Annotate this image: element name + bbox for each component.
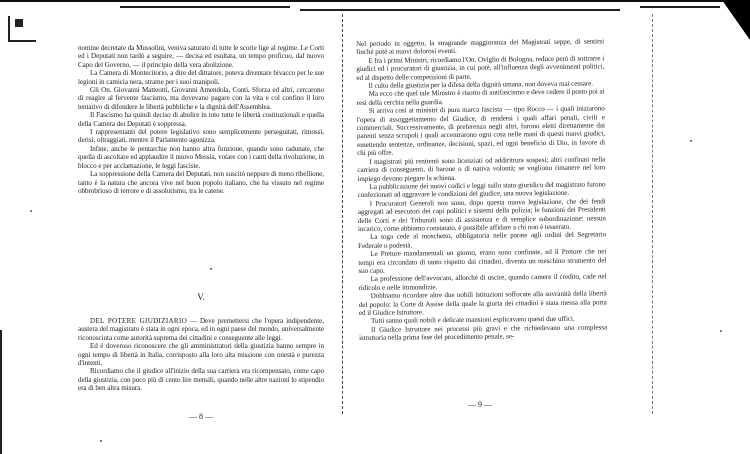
paragraph: I magistrati più renitenti sono licenziati od addirittura sospesi; altri confinati nella carriera di conseguenti, di barone o di nativa volontà; se vogliono rimanere nel loro impiego devono piegare la schiena. xyxy=(357,155,606,183)
paragraph: La pubblicazione dei nuovi codici e leggi sullo stato giuridico del magistrato furono confezionati ad aggravare le condizioni del giudice, una nuova legislazione. xyxy=(357,180,606,200)
chapter-number: V. xyxy=(197,292,205,302)
paragraph: La professione dell'avvocato, allorché di uscire, quando camere il credito, cade nel ridicolo e nelle immondizie. xyxy=(358,272,607,292)
paragraph: Infine, anche le pentarchie non hanno altra funzione, quando sono radunate, che quella di ascoltare ed applaudire il nuovo Messia, votare con i canti della rivoluzione, in blocco e per acclamazione, le leggi fasciste. xyxy=(78,144,324,170)
page-edge xyxy=(652,14,653,414)
scan-dark-corner xyxy=(722,0,750,40)
paragraph: Gli On. Giovanni Matteotti, Giovanni Amendola, Conti, Sforza ed altri, cercarono di reagire al fervente fascismo, ma dovevano pagare con la vita e col confino il loro tentativo di difendere le libertà pubbliche e la dignità dell'Assemblea. xyxy=(78,86,324,111)
paragraph: Le Preture mandamentali un giorno, erano sono confinate, ed il Pretore che nei tempi era circondato di tanto rispetto dai cittadini, diventa un meschino strumento del suo capo. xyxy=(358,247,607,275)
text-block xyxy=(356,37,607,342)
paragraph: La Camera di Montecitorio, a dire del dittatore, poteva diventare bivacco per le sue legioni in camicia nera, strame per i suoi manipoli. xyxy=(78,69,324,86)
page-left xyxy=(78,0,324,454)
paragraph: Ricordiamo che il giudice all'inizio della sua carriera era ricompensato, come capo della giustizia, con poco più di cento lire mensili, quando nelle altre nazioni lo stipendio era di ben altra misura. xyxy=(78,367,324,393)
page-number: — 9 — xyxy=(468,400,492,409)
paragraph: E fra i primi Ministri, ricordiamo l'On. Oviglio di Bologna, reduce però di sottrarre i giudici ed i procuratori di giustizia, in cui potè, all'influenza degli avvenimenti politici, ed al dispetto delle competizioni di parte. xyxy=(356,54,605,82)
scan-left-edge xyxy=(0,330,16,454)
paragraph: Il Fascismo ha quindi deciso di abolire in toto tutte le libertà costituzionali e quella della Camera dei Deputati è soppressa. xyxy=(78,111,324,128)
text-block-top xyxy=(78,44,324,195)
paragraph: I rappresentanti del potere legislativo sono semplicemente perseguitati, rimossi, derisi, oltraggiati, mentre il Parlamento agonizza. xyxy=(78,128,324,145)
scan-speck xyxy=(30,210,32,212)
book-gutter xyxy=(342,14,343,414)
paragraph: Il culto della giustizia per la difesa della dignità umana, non doveva mai cessare. xyxy=(368,79,594,90)
scan-artifact xyxy=(640,6,720,8)
paragraph: Dobbiamo ricordare altre due nobili istituzioni soffocate alla sovranità della libertà del popolo: la Corte di Assise della quale la giuria dei cittadini è stata messa alla porta ed il Giudice Istruttore. xyxy=(358,289,607,317)
text-block-bottom xyxy=(78,317,324,393)
paragraph: Il Giudice Istruttore nei processi più gravi e che richiedevano una complessa istruttoria nella prima fase del procedimento penale, se- xyxy=(359,323,608,343)
scan-speck xyxy=(100,440,102,442)
paragraph: DEL POTERE GIUDIZIARIO — Deve premettersi che l'opera indipendente, austera del magistrato è stata in ogni epoca, ed in ogni paese del mondo, universalmente riconosciuta come autorità suprema dei cittadini e conseguente alle leggi. xyxy=(78,317,324,342)
scan-speck xyxy=(720,330,722,332)
paragraph: Ed è doveroso riconoscere che gli amministratori della giustizia hanno sempre in ogni tempo di libertà in Italia, corrisposto alla loro alta missione con onestà e purezza d'intenti. xyxy=(78,342,324,368)
scan-speck xyxy=(210,268,212,270)
paragraph: Ma ecco che quel tale Ministro è risorto di antifascismo e deve cedere il posto poi ai resi della cerchia nella guardia. xyxy=(356,87,605,107)
paragraph: Nel periodo in oggetto, la stragrande maggioranza dei Magistrati seppe, di sentirsi finché poté ai nuovi dolorosi eventi. xyxy=(356,37,605,57)
paragraph-text: Deve premettersi che l'opera indipendente, austera del magistrato è stata in ogni epoca, ed in ogni paese del mondo, universalmente riconosciuta come autorità suprema dei cittadini e conseguente alle leggi. xyxy=(78,317,324,342)
page-number: — 8 — xyxy=(189,412,213,421)
page-right xyxy=(356,0,608,454)
scan-speck xyxy=(690,140,692,142)
paragraph: nomine decretate da Mussolini, veniva saturato di tutte le scorie lige al regime. Le Corti ed i Deputati non tardò a seguire, — decisa ed esultata, un tempo proficuo, dal nuovo Capo del Governo, — il principio della vera abolizione. xyxy=(78,44,324,69)
paragraph: La toga cede al moschetto, obbligatoria nelle parate agli ordini del Segretario Federale o podestà. xyxy=(358,230,607,250)
paragraph: I Procuratori Generali non sono, dopo questa nuova legislazione, che dei fendi aggregati ad esecutori dei capi politici e sistemi della polizia; le funzioni dei Presidenti delle Corti e dei Tribunali sono di assistenza e di semplice subordinazione: nessun incarico, come abbiamo constatato, è possibile affidare a chi non è tesserato. xyxy=(357,197,606,233)
paragraph: Si arriva così ai ministri di pura marca fascista — tipo Rocco — i quali iniziarono l'opera di assoggettamento del Giudice, di rendersi i quali affari penali, civili e commerciali. Successivamente, di preferenza negli altri, furono eletti direttamente dai parenti senza scrupoli i quali accentrarono ogni cosa nelle mani di questi nuovi giudici, emettendo sentenze, ordinanze, decisioni, spazi, ed ogni beneficio di Dio, in favore di chi più offre. xyxy=(356,104,606,158)
paragraph: La soppressione della Camera dei Deputati, non suscitò neppure di meno ribellione, tanto è la natura che ancora vive nel buon popolo italiano, che ha vissuto nel regime obbrobrioso di terrore e di assolutismo, tra le catene. xyxy=(78,170,324,195)
section-heading: DEL POTERE GIUDIZIARIO xyxy=(90,317,188,325)
paragraph: Tutti sanno quali nobili e delicate mansioni esplicavano questi due uffici. xyxy=(370,315,575,326)
scan-corner-mark xyxy=(8,16,36,42)
